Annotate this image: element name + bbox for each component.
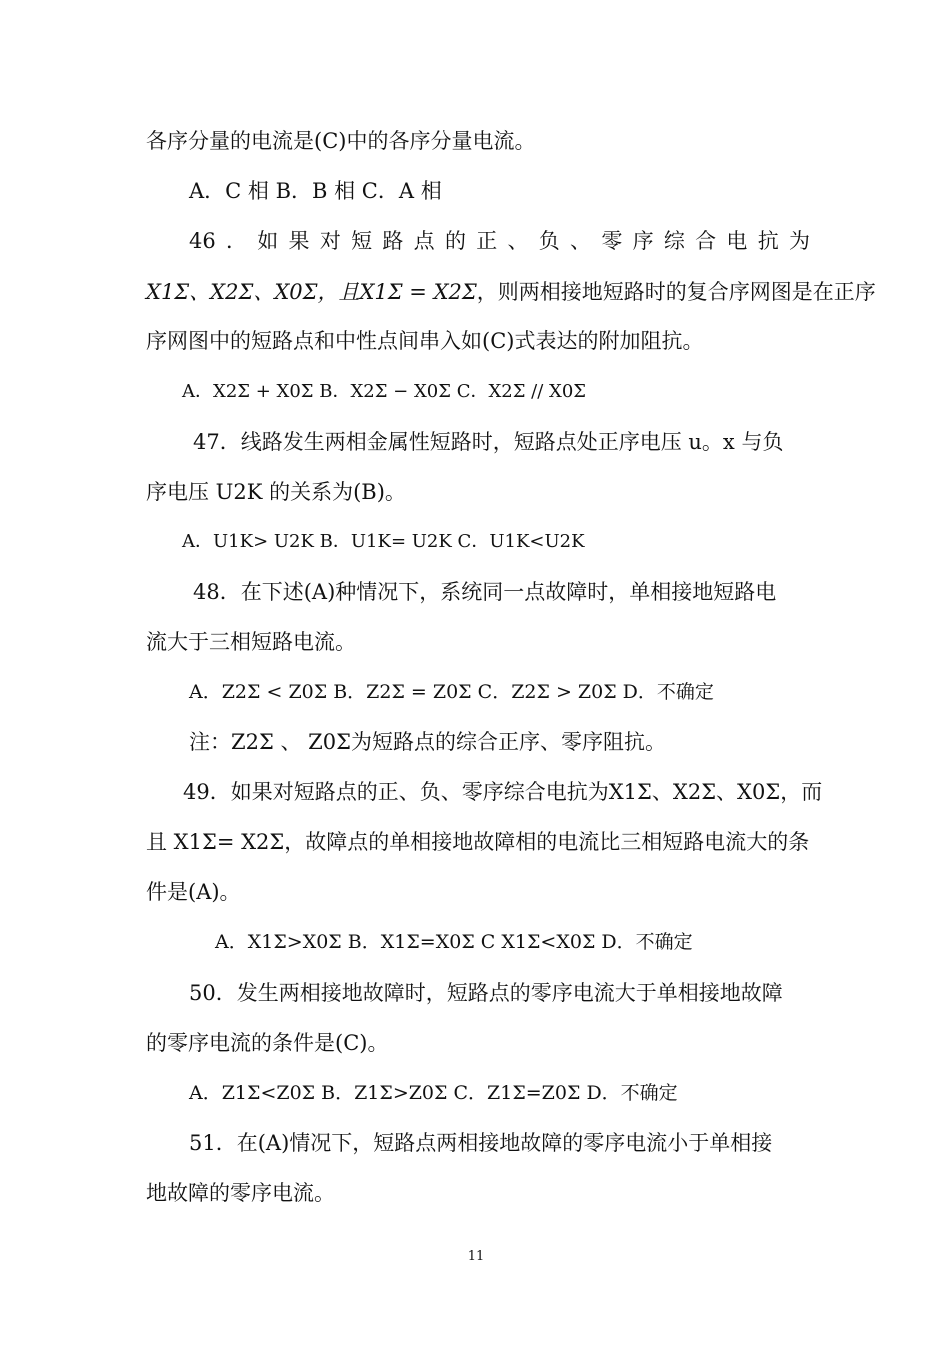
question-49-line-3: 件是(A)。 — [146, 880, 241, 904]
question-48-line-1: 48．在下述(A)种情况下，系统同一点故障时，单相接地短路电 — [193, 580, 777, 604]
question-47-line-1: 47．线路发生两相金属性短路时，短路点处正序电压 u。x 与负 — [193, 430, 784, 454]
question-50-line-1: 50．发生两相接地故障时，短路点的零序电流大于单相接地故障 — [189, 981, 783, 1005]
answer-options: A．X2Σ + X0Σ B．X2Σ − X0Σ C．X2Σ // X0Σ — [182, 381, 587, 402]
question-46-line-3: 序网图中的短路点和中性点间串入如(C)式表达的附加阻抗。 — [146, 329, 704, 353]
question-50-line-2: 的零序电流的条件是(C)。 — [146, 1031, 389, 1055]
answer-options: A．C 相 B．B 相 C．A 相 — [189, 179, 442, 203]
note-line: 注：Z2Σ 、 Z0Σ为短路点的综合正序、零序阻抗。 — [189, 730, 666, 754]
question-51-line-1: 51．在(A)情况下，短路点两相接地故障的零序电流小于单相接 — [189, 1131, 773, 1155]
question-46-line-1: 46．如果对短路点的正、负、零序综合电抗为 — [189, 229, 810, 253]
page-number: 11 — [467, 1249, 485, 1264]
question-49-line-2: 且 X1Σ= X2Σ，故障点的单相接地故障相的电流比三相短路电流大的条 — [146, 830, 810, 854]
question-49-line-1: 49．如果对短路点的正、负、零序综合电抗为X1Σ、X2Σ、X0Σ，而 — [183, 780, 823, 804]
question-47-line-2: 序电压 U2K 的关系为(B)。 — [146, 480, 406, 504]
question-46-line-2 — [146, 278, 876, 306]
answer-options: A．Z1Σ<Z0Σ B．Z1Σ>Z0Σ C．Z1Σ=Z0Σ D．不确定 — [189, 1082, 678, 1104]
reactance-formula: X1Σ、X2Σ、X0Σ，且X1Σ = X2Σ — [146, 280, 477, 304]
answer-options: A．X1Σ>X0Σ B．X1Σ=X0Σ C X1Σ<X0Σ D．不确定 — [215, 931, 693, 953]
answer-options: A．U1K> U2K B．U1K= U2K C．U1K<U2K — [182, 531, 585, 552]
question-51-line-2: 地故障的零序电流。 — [146, 1181, 335, 1205]
text-line: 各序分量的电流是(C)中的各序分量电流。 — [146, 129, 536, 153]
text-span: ，则两相接地短路时的复合序网图是在正序 — [476, 280, 876, 304]
question-48-line-2: 流大于三相短路电流。 — [146, 630, 356, 654]
answer-options: A．Z2Σ < Z0Σ B．Z2Σ = Z0Σ C．Z2Σ > Z0Σ D．不确定 — [189, 681, 714, 703]
